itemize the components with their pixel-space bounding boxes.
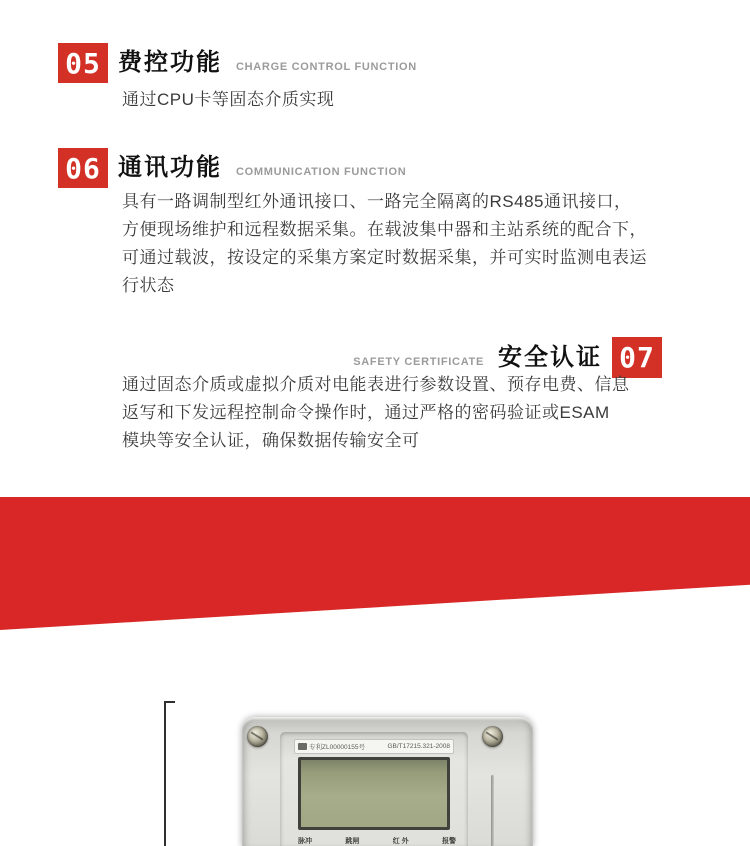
section-05-body — [122, 86, 334, 114]
section-07-number-badge: 07 — [612, 337, 662, 378]
body-line: 具有一路调制型红外通讯接口、一路完全隔离的RS485通讯接口， — [122, 192, 632, 211]
section-07-heading-text — [353, 343, 602, 371]
section-05-heading-text — [108, 51, 417, 75]
meter-nameplate — [294, 739, 454, 754]
indicator-label: 脉冲 — [298, 838, 312, 845]
energy-meter-photo — [242, 717, 533, 846]
indicator-labels — [298, 836, 456, 846]
section-06-number-badge: 06 — [58, 148, 108, 188]
section-06-header — [58, 148, 406, 188]
body-line: 通过CPU卡等固态介质实现 — [122, 90, 335, 109]
section-06-title: 通讯功能 — [118, 154, 222, 181]
standard-label: GB/T17215.321-2008 — [387, 743, 450, 750]
body-line: 可通过载波，按设定的采集方案定时数据采集，并可实时监测电表运 — [122, 248, 647, 267]
section-05-subtitle-en: CHARGE CONTROL FUNCTION — [236, 61, 417, 73]
section-06-heading-text — [108, 156, 406, 180]
lcd-screen — [298, 757, 450, 830]
body-line: 通过固态介质或虚拟介质对电能表进行参数设置、预存电费、信息 — [122, 375, 630, 394]
corner-bracket-line — [164, 701, 175, 846]
red-banner-shape — [0, 497, 750, 630]
screw-icon — [247, 726, 268, 747]
indicator-label: 红 外 — [392, 838, 409, 845]
section-06-body — [122, 188, 647, 300]
meter-front-panel — [280, 732, 468, 846]
screw-icon — [482, 726, 503, 747]
indicator-label: 报警 — [441, 838, 456, 845]
patent-label: 专利ZL00000155号 — [309, 744, 366, 751]
section-07-title: 安全认证 — [498, 343, 602, 371]
body-line: 行状态 — [122, 276, 175, 295]
section-05-header — [58, 43, 417, 83]
section-07-subtitle-en: SAFETY CERTIFICATE — [353, 355, 484, 368]
section-05-number-badge: 05 — [58, 43, 108, 83]
section-07-body — [122, 371, 630, 455]
section-06-subtitle-en: COMMUNICATION FUNCTION — [236, 166, 407, 178]
brand-logo-icon — [298, 743, 307, 750]
section-05-title: 费控功能 — [118, 49, 222, 76]
indicator-label: 跳闸 — [345, 838, 360, 845]
body-line: 模块等安全认证，确保数据传输安全可 — [122, 431, 420, 450]
body-line: 返写和下发远程控制命令操作时，通过严格的密码验证或ESAM — [122, 403, 610, 422]
panel-groove — [491, 775, 494, 846]
body-line: 方便现场维护和远程数据采集。在载波集中器和主站系统的配合下， — [122, 220, 647, 239]
